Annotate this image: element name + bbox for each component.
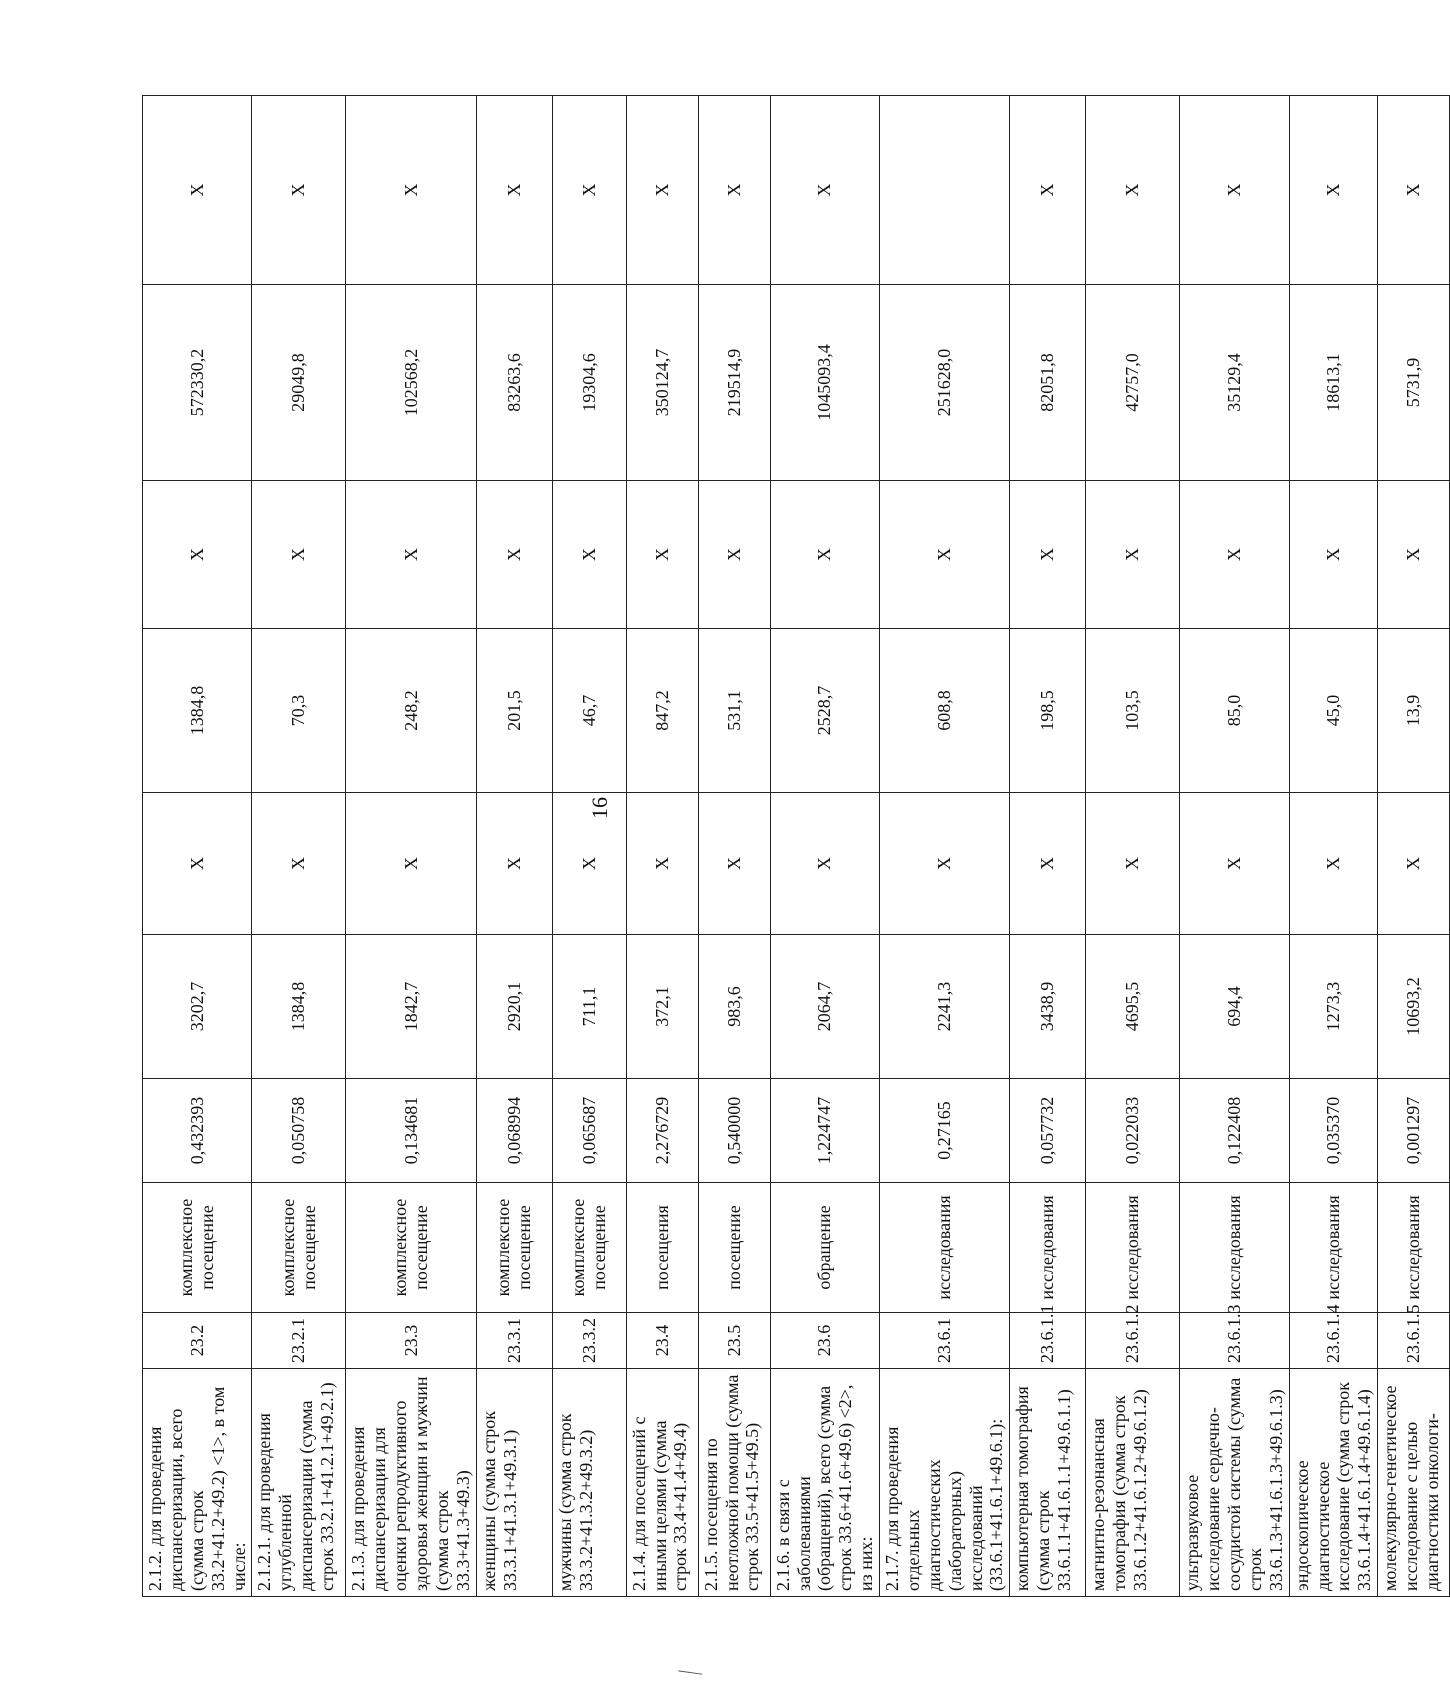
row-sum: 45,0	[1289, 629, 1378, 793]
row-code: 23.6.1.2	[1086, 1313, 1180, 1369]
row-code: 23.3.2	[552, 1313, 626, 1369]
row-unit: исследования	[1010, 1183, 1086, 1313]
row-x-mark: X	[1086, 793, 1180, 935]
row-total: 1045093,4	[770, 285, 879, 481]
row-description: женщины (сумма строк 33.3.1+41.3.1+49.3.1)	[476, 1369, 552, 1597]
row-description: 2.1.2.1. для проведения углубленной диспансеризации (сумма строк 33.2.1+41.2.1+49.2.1)	[252, 1369, 346, 1597]
row-description: 2.1.2. для проведения диспансеризации, всего (сумма строк 33.2+41.2+49.2) <1>, в том числе:	[143, 1369, 252, 1597]
row-sum: 103,5	[1086, 629, 1180, 793]
table-row	[1180, 96, 1289, 1597]
row-description: 2.1.6. в связи с заболеваниями (обращений), всего (сумма строк 33.6+41.6+49.6) <2>, из них:	[770, 1369, 879, 1597]
row-total: 219514,9	[698, 285, 770, 481]
row-x-mark	[880, 96, 1010, 285]
tariff-table	[142, 95, 1450, 1597]
row-x-mark: X	[1010, 793, 1086, 935]
row-x-mark: X	[626, 96, 698, 285]
row-cost: 1384,8	[252, 935, 346, 1079]
row-x-mark: X	[252, 96, 346, 285]
row-unit: обращение	[770, 1183, 879, 1313]
page-number: 16	[587, 797, 612, 819]
table-row	[1086, 96, 1180, 1597]
row-code: 23.6.1.4	[1289, 1313, 1378, 1369]
row-cost: 2920,1	[476, 935, 552, 1079]
table-row	[252, 96, 346, 1597]
row-x-mark: X	[1289, 96, 1378, 285]
row-x-mark: X	[143, 481, 252, 629]
row-description: молекулярно-генетическое исследование с целью диагностики онкологи-	[1378, 1369, 1450, 1597]
row-x-mark: X	[698, 481, 770, 629]
row-x-mark: X	[1378, 96, 1450, 285]
row-x-mark: X	[1180, 96, 1289, 285]
row-cost: 372,1	[626, 935, 698, 1079]
row-x-mark: X	[143, 793, 252, 935]
row-x-mark: X	[476, 793, 552, 935]
row-description: ультразвуковое исследование сердечно-сосудистой системы (сумма строк 33.6.1.3+41.6.1.3+49.6.1.3)	[1180, 1369, 1289, 1597]
row-unit: исследования	[880, 1183, 1010, 1313]
row-total: 572330,2	[143, 285, 252, 481]
row-unit: комплексное посещение	[476, 1183, 552, 1313]
row-description: мужчины (сумма строк 33.3.2+41.3.2+49.3.2)	[552, 1369, 626, 1597]
row-norm: 0,057732	[1010, 1079, 1086, 1183]
row-x-mark: X	[770, 481, 879, 629]
row-code: 23.6.1.1	[1010, 1313, 1086, 1369]
row-code: 23.3.1	[476, 1313, 552, 1369]
row-x-mark: X	[1010, 96, 1086, 285]
table-row	[880, 96, 1010, 1597]
row-norm: 0,432393	[143, 1079, 252, 1183]
row-x-mark: X	[698, 793, 770, 935]
row-description: 2.1.4. для посещений с иными целями (сумма строк 33.4+41.4+49.4)	[626, 1369, 698, 1597]
row-x-mark: X	[552, 96, 626, 285]
row-norm: 0,035370	[1289, 1079, 1378, 1183]
row-sum: 201,5	[476, 629, 552, 793]
table-row	[770, 96, 879, 1597]
row-sum: 85,0	[1180, 629, 1289, 793]
row-x-mark: X	[1289, 793, 1378, 935]
row-description: 2.1.7. для проведения отдельных диагностических (лабораторных) исследований (33.6.1+41.6.1+49.6.1):	[880, 1369, 1010, 1597]
row-unit: исследования	[1180, 1183, 1289, 1313]
row-unit: посещение	[698, 1183, 770, 1313]
table-row	[476, 96, 552, 1597]
row-total: 29049,8	[252, 285, 346, 481]
row-unit: комплексное посещение	[552, 1183, 626, 1313]
row-sum: 1384,8	[143, 629, 252, 793]
row-norm: 0,022033	[1086, 1079, 1180, 1183]
row-cost: 983,6	[698, 935, 770, 1079]
row-x-mark: X	[1010, 481, 1086, 629]
table-row	[626, 96, 698, 1597]
row-description: компьютерная томография (сумма строк 33.6.1.1+41.6.1.1+49.6.1.1)	[1010, 1369, 1086, 1597]
scan-mark	[678, 1670, 702, 1677]
row-x-mark: X	[252, 481, 346, 629]
row-code: 23.6	[770, 1313, 879, 1369]
row-x-mark: X	[1180, 793, 1289, 935]
row-x-mark: X	[1086, 96, 1180, 285]
table-row	[346, 96, 476, 1597]
row-cost: 1273,3	[1289, 935, 1378, 1079]
row-unit: посещения	[626, 1183, 698, 1313]
row-code: 23.6.1	[880, 1313, 1010, 1369]
row-sum: 847,2	[626, 629, 698, 793]
table-row	[1289, 96, 1378, 1597]
row-norm: 0,540000	[698, 1079, 770, 1183]
row-x-mark: X	[770, 793, 879, 935]
row-x-mark: X	[476, 96, 552, 285]
row-cost: 2241,3	[880, 935, 1010, 1079]
row-x-mark: X	[346, 793, 476, 935]
row-total: 18613,1	[1289, 285, 1378, 481]
row-total: 19304,6	[552, 285, 626, 481]
row-cost: 3438,9	[1010, 935, 1086, 1079]
row-sum: 248,2	[346, 629, 476, 793]
row-total: 35129,4	[1180, 285, 1289, 481]
row-unit: исследования	[1289, 1183, 1378, 1313]
row-sum: 2528,7	[770, 629, 879, 793]
row-norm: 0,068994	[476, 1079, 552, 1183]
row-description: 2.1.3. для проведения диспансеризации для оценки репродуктивного здоровья женщин и мужчин (сумма строк 33.3+41.3+49.3)	[346, 1369, 476, 1597]
row-total: 83263,6	[476, 285, 552, 481]
row-cost: 1842,7	[346, 935, 476, 1079]
row-x-mark: X	[626, 793, 698, 935]
row-x-mark: X	[770, 96, 879, 285]
row-total: 350124,7	[626, 285, 698, 481]
row-norm: 0,065687	[552, 1079, 626, 1183]
row-cost: 711,1	[552, 935, 626, 1079]
row-x-mark: X	[346, 96, 476, 285]
row-norm: 0,27165	[880, 1079, 1010, 1183]
row-x-mark: X	[880, 481, 1010, 629]
row-unit: исследования	[1378, 1183, 1450, 1313]
row-x-mark: X	[1086, 481, 1180, 629]
row-description: магнитно-резонансная томография (сумма строк 33.6.1.2+41.6.1.2+49.6.1.2)	[1086, 1369, 1180, 1597]
row-cost: 4695,5	[1086, 935, 1180, 1079]
row-x-mark: X	[626, 481, 698, 629]
row-unit: комплексное посещение	[252, 1183, 346, 1313]
row-sum: 13,9	[1378, 629, 1450, 793]
row-x-mark: X	[698, 96, 770, 285]
row-x-mark: X	[346, 481, 476, 629]
row-code: 23.3	[346, 1313, 476, 1369]
row-norm: 0,134681	[346, 1079, 476, 1183]
row-sum: 608,8	[880, 629, 1010, 793]
row-sum: 70,3	[252, 629, 346, 793]
row-total: 251628,0	[880, 285, 1010, 481]
row-unit: исследования	[1086, 1183, 1180, 1313]
row-sum: 198,5	[1010, 629, 1086, 793]
row-code: 23.6.1.3	[1180, 1313, 1289, 1369]
row-x-mark: X	[252, 793, 346, 935]
table-body	[143, 96, 1450, 1597]
row-code: 23.2.1	[252, 1313, 346, 1369]
table-row	[698, 96, 770, 1597]
table-row	[1010, 96, 1086, 1597]
row-x-mark: X	[552, 793, 626, 935]
row-cost: 694,4	[1180, 935, 1289, 1079]
row-norm: 0,001297	[1378, 1079, 1450, 1183]
row-x-mark: X	[1289, 481, 1378, 629]
row-x-mark: X	[143, 96, 252, 285]
row-x-mark: X	[552, 481, 626, 629]
table-row	[143, 96, 252, 1597]
row-unit: комплексное посещение	[346, 1183, 476, 1313]
row-x-mark: X	[880, 793, 1010, 935]
row-norm: 0,050758	[252, 1079, 346, 1183]
row-description: эндоскопическое диагностическое исследование (сумма строк 33.6.1.4+41.6.1.4+49.6.1.4)	[1289, 1369, 1378, 1597]
table-container	[142, 96, 1442, 1597]
row-x-mark: X	[1180, 481, 1289, 629]
row-norm: 0,122408	[1180, 1079, 1289, 1183]
row-sum: 531,1	[698, 629, 770, 793]
row-cost: 3202,7	[143, 935, 252, 1079]
row-code: 23.2	[143, 1313, 252, 1369]
row-code: 23.6.1.5	[1378, 1313, 1450, 1369]
row-norm: 2,276729	[626, 1079, 698, 1183]
rotated-table-frame	[142, 96, 1442, 1597]
row-x-mark: X	[1378, 481, 1450, 629]
row-cost: 10693,2	[1378, 935, 1450, 1079]
row-x-mark: X	[476, 481, 552, 629]
row-x-mark: X	[1378, 793, 1450, 935]
row-code: 23.5	[698, 1313, 770, 1369]
row-total: 82051,8	[1010, 285, 1086, 481]
row-description: 2.1.5. посещения по неотложной помощи (сумма строк 33.5+41.5+49.5)	[698, 1369, 770, 1597]
row-unit: комплексное посещение	[143, 1183, 252, 1313]
row-total: 42757,0	[1086, 285, 1180, 481]
row-code: 23.4	[626, 1313, 698, 1369]
row-sum: 46,7	[552, 629, 626, 793]
table-row	[1378, 96, 1450, 1597]
row-total: 5731,9	[1378, 285, 1450, 481]
row-cost: 2064,7	[770, 935, 879, 1079]
table-row	[552, 96, 626, 1597]
row-norm: 1,224747	[770, 1079, 879, 1183]
row-total: 102568,2	[346, 285, 476, 481]
